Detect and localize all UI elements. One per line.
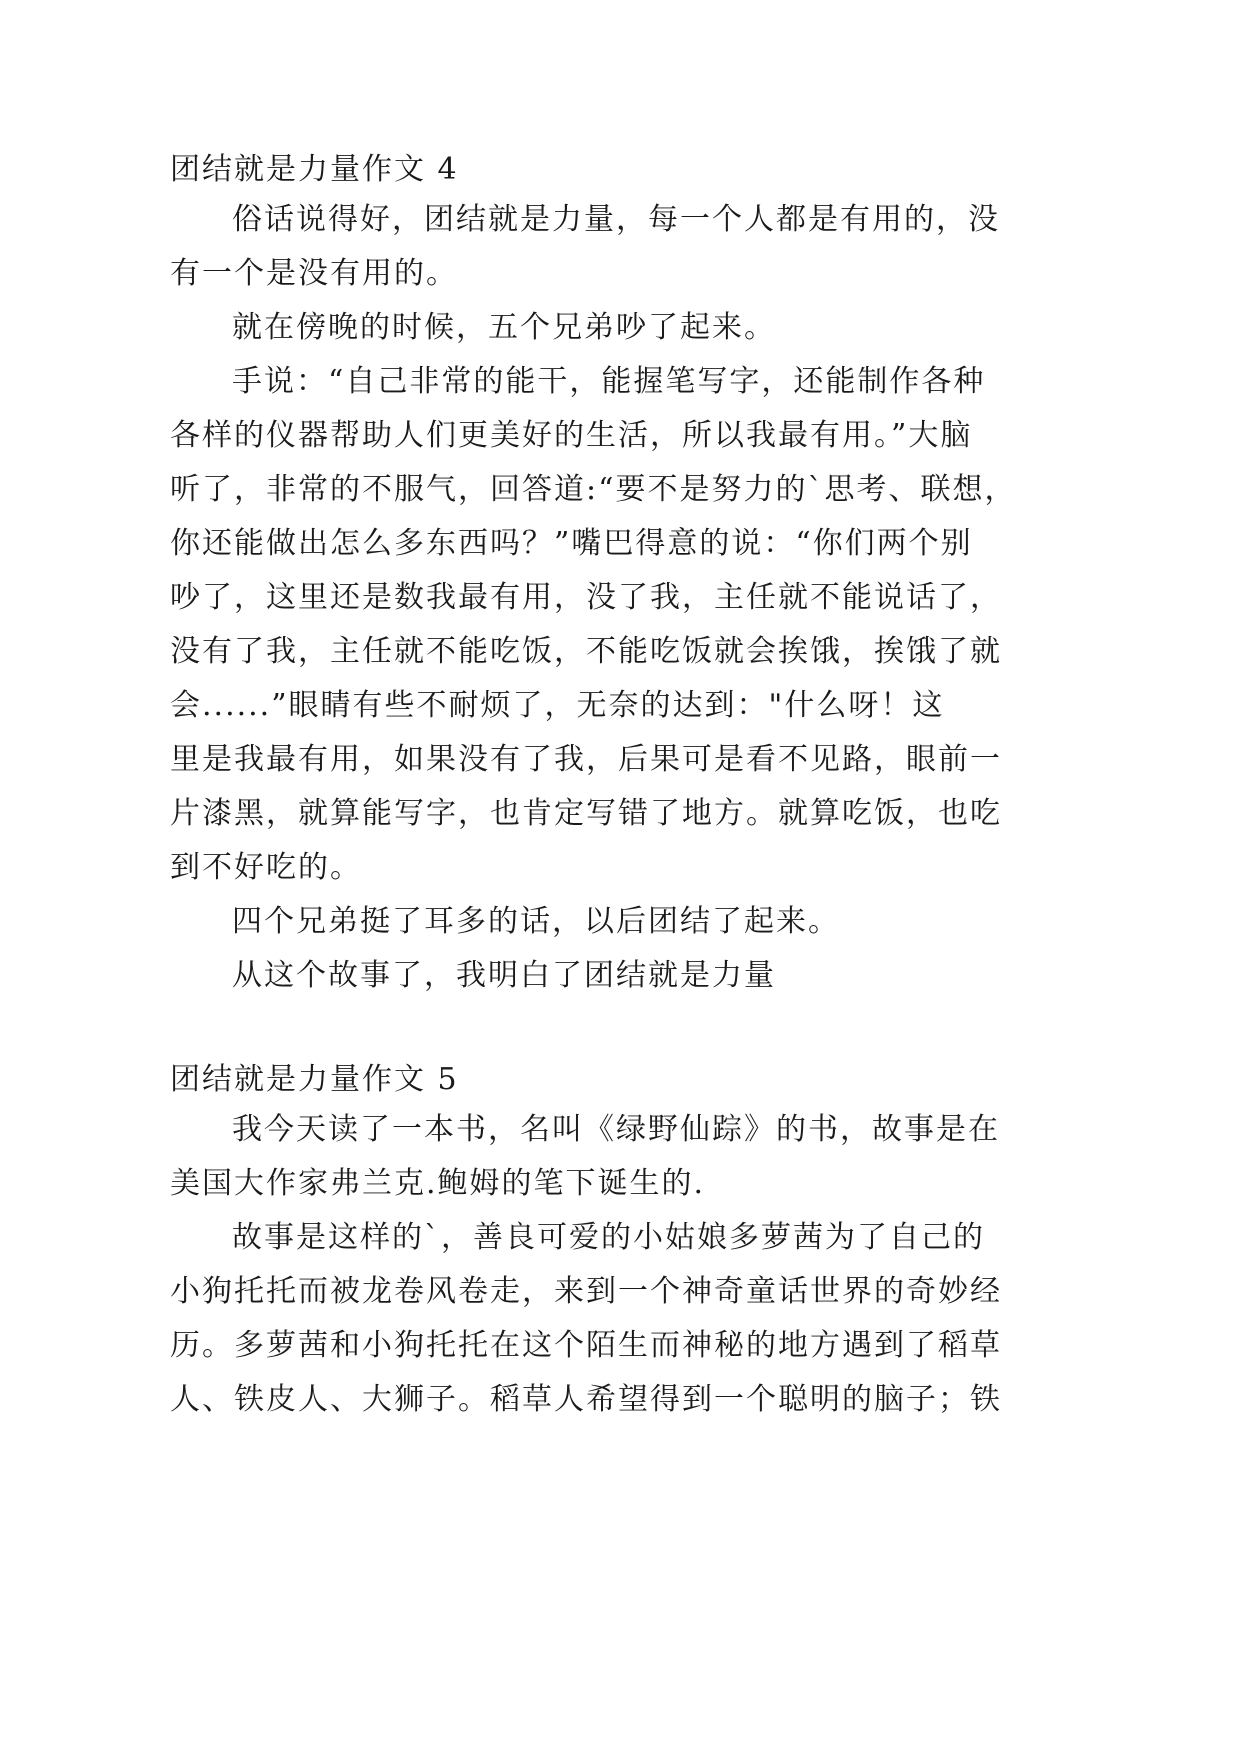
essay4-line-7: 你还能做出怎么多东西吗？”嘴巴得意的说：“你们两个别	[170, 526, 973, 561]
essay4-line-8: 吵了，这里还是数我最有用，没了我，主任就不能说话了，	[170, 580, 1002, 615]
essay4-line-12: 片漆黑，就算能写字，也肯定写错了地方。就算吃饭，也吃	[170, 796, 1002, 831]
essay5-line-4: 小狗托托而被龙卷风卷走，来到一个神奇童话世界的奇妙经	[170, 1274, 1002, 1309]
essay4-line-2: 有一个是没有用的。	[170, 256, 458, 291]
essay4-line-15: 从这个故事了，我明白了团结就是力量	[232, 958, 776, 993]
essay4-heading: 团结就是力量作文 4	[170, 152, 459, 187]
essay4-line-1: 俗话说得好，团结就是力量，每一个人都是有用的，没	[232, 202, 1000, 237]
essay5-line-5: 历。多萝茜和小狗托托在这个陌生而神秘的地方遇到了稻草	[170, 1328, 1002, 1363]
essay4-line-6: 听了，非常的不服气，回答道:“要不是努力的`思考、联想，	[170, 472, 1017, 507]
essay4-line-9: 没有了我，主任就不能吃饭，不能吃饭就会挨饿，挨饿了就	[170, 634, 1002, 669]
essay5-line-1: 我今天读了一本书，名叫《绿野仙踪》的书，故事是在	[232, 1112, 1000, 1147]
essay5-line-6: 人、铁皮人、大狮子。稻草人希望得到一个聪明的脑子；铁	[170, 1382, 1002, 1417]
essay4-line-10: 会......”眼睛有些不耐烦了，无奈的达到："什么呀！这	[170, 688, 945, 723]
essay4-line-13: 到不好吃的。	[170, 850, 362, 885]
essay4-line-3: 就在傍晚的时候，五个兄弟吵了起来。	[232, 310, 776, 345]
essay4-line-5: 各样的仪器帮助人们更美好的生活，所以我最有用。”大脑	[170, 418, 973, 453]
essay4-line-11: 里是我最有用，如果没有了我，后果可是看不见路，眼前一	[170, 742, 1002, 777]
essay4-line-14: 四个兄弟挺了耳多的话，以后团结了起来。	[232, 904, 840, 939]
essay5-heading: 团结就是力量作文 5	[170, 1062, 459, 1097]
essay5-line-2: 美国大作家弗兰克.鲍姆的笔下诞生的.	[170, 1166, 706, 1201]
essay4-line-4: 手说：“自己非常的能干，能握笔写字，还能制作各种	[232, 364, 986, 399]
essay5-line-3: 故事是这样的`，善良可爱的小姑娘多萝茜为了自己的	[232, 1220, 985, 1255]
